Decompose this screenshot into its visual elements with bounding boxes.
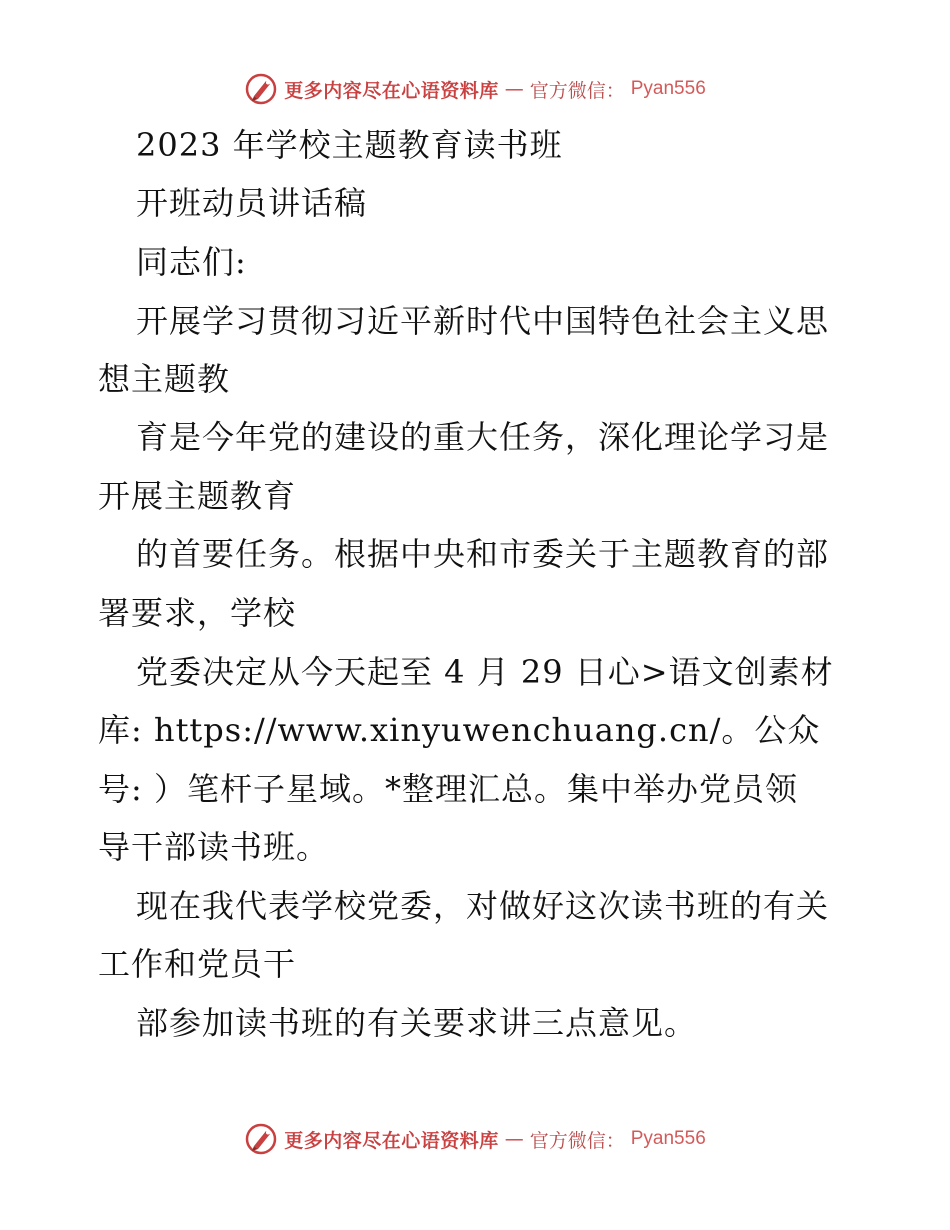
paragraph-line: 导干部读书班。 [98,828,330,866]
pen-logo-icon [244,1122,278,1156]
paragraph-line: 现在我代表学校党委，对做好这次读书班的有关 [136,887,830,925]
paragraph-line: 想主题教 [98,360,231,398]
paragraph-line-url: 库: https://www.xinyuwenchuang.cn/。公众 [98,711,821,749]
footer-banner [0,1119,950,1159]
salutation: 同志们: [136,243,247,281]
pen-logo-icon [244,72,278,106]
banner-separator: — [504,1128,524,1150]
paragraph-line: 部参加读书班的有关要求讲三点意见。 [136,1004,698,1042]
banner-wechat-id: Pyan556 [630,1128,706,1149]
banner-separator: — [504,78,524,100]
paragraph-line: 开展主题教育 [98,477,297,515]
banner-text: 更多内容尽在心语资料库 [284,1129,499,1152]
paragraph-line: 工作和党员干 [98,945,297,983]
paragraph-line: 号: ）笔杆子星域。*整理汇总。集中举办党员领 [98,770,798,808]
paragraph-line: 开展学习贯彻习近平新时代中国特色社会主义思 [136,302,830,340]
document-subtitle: 开班动员讲话稿 [136,184,368,222]
header-banner [0,69,950,109]
banner-wechat-label: 官方微信： [529,79,625,102]
paragraph-line: 育是今年党的建设的重大任务，深化理论学习是 [136,418,830,456]
paragraph-line: 的首要任务。根据中央和市委关于主题教育的部 [136,535,830,573]
banner-wechat-label: 官方微信： [529,1129,625,1152]
paragraph-line: 署要求，学校 [98,594,297,632]
paragraph-line: 党委决定从今天起至 4 月 29 日心>语文创素材 [136,653,834,691]
banner-wechat-id: Pyan556 [630,78,706,99]
document-title: 2023 年学校主题教育读书班 [136,126,563,164]
banner-text: 更多内容尽在心语资料库 [284,79,499,102]
